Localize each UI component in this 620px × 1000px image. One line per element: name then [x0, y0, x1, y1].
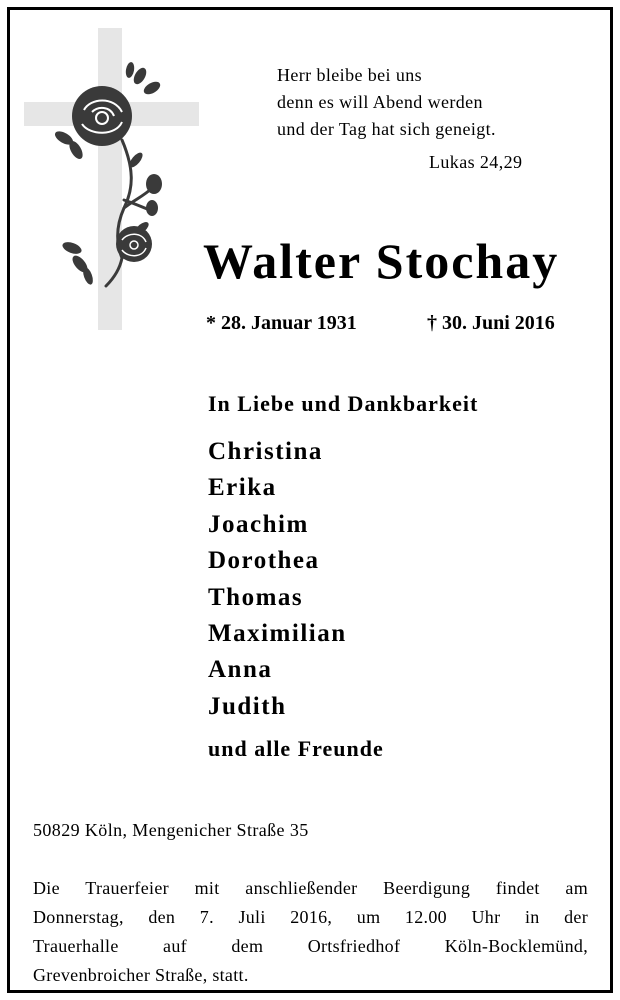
cross-icon	[24, 28, 199, 330]
deceased-name: Walter Stochay	[203, 233, 560, 289]
bible-verse	[277, 62, 496, 143]
large-rose-icon	[72, 86, 132, 146]
verse-line: Herr bleibe bei uns	[277, 65, 423, 85]
mourner-name: Joachim	[208, 510, 309, 538]
mourning-address: 50829 Köln, Mengenicher Straße 35	[33, 820, 309, 840]
mourners-list	[208, 434, 347, 725]
mourner-name: Judith	[208, 692, 287, 720]
verse-line: und der Tag hat sich geneigt.	[277, 119, 496, 139]
dedication-text: In Liebe und Dankbarkeit	[208, 391, 479, 416]
funeral-notice	[33, 874, 588, 990]
notice-line: Die Trauerfeier mit anschließender Beerdigung findet am	[33, 878, 588, 898]
verse-reference: Lukas 24,29	[429, 152, 523, 172]
verse-line: denn es will Abend werden	[277, 92, 483, 112]
mourner-name: Maximilian	[208, 620, 347, 648]
rose-bud-icon	[146, 174, 162, 216]
birth-date: * 28. Januar 1931	[206, 312, 357, 334]
notice-line: Donnerstag, den 7. Juli 2016, um 12.00 Uhr in der	[33, 907, 588, 927]
cross-with-roses-icon	[24, 28, 199, 330]
notice-line: Grevenbroicher Straße, statt.	[33, 965, 249, 985]
mourner-name: Erika	[208, 474, 277, 502]
mourner-name: Anna	[208, 656, 273, 684]
death-date: † 30. Juni 2016	[427, 312, 555, 334]
notice-line: Trauerhalle auf dem Ortsfriedhof Köln-Bocklemünd,	[33, 936, 588, 956]
small-rose-icon	[116, 226, 152, 262]
friends-line: und alle Freunde	[208, 736, 384, 761]
mourner-name: Thomas	[208, 583, 304, 611]
mourner-name: Christina	[208, 438, 323, 465]
mourner-name: Dorothea	[208, 547, 320, 575]
